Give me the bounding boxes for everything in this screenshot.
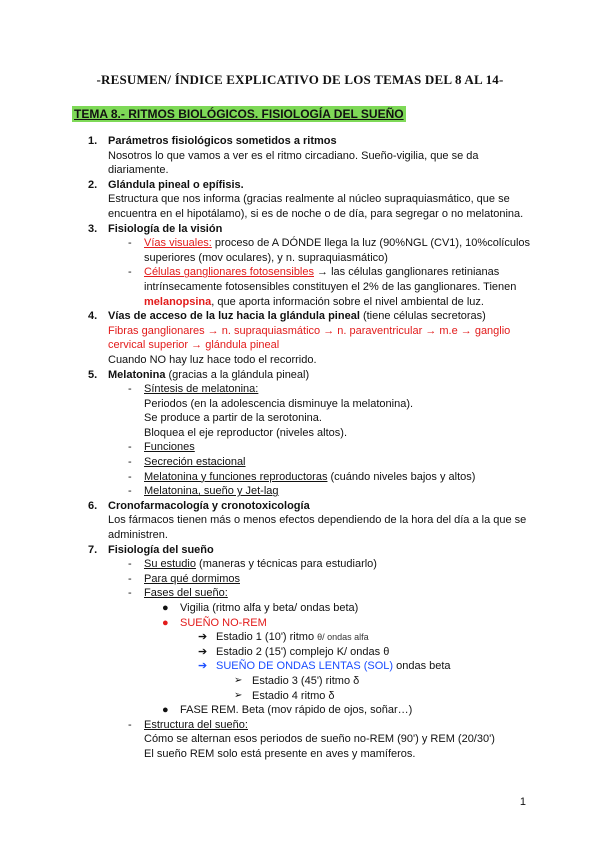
item-number: 1. bbox=[88, 135, 98, 147]
item-text: (gracias a la glándula pineal) bbox=[165, 368, 310, 381]
bullet-item bbox=[72, 601, 532, 616]
triangle-item bbox=[72, 689, 532, 704]
item-number: 5. bbox=[88, 368, 98, 381]
item-heading: Melatonina bbox=[108, 368, 166, 381]
sub-heading: Melatonina, sueño y Jet-lag bbox=[144, 485, 279, 498]
sub-item bbox=[72, 265, 532, 309]
list-item bbox=[72, 222, 532, 237]
section-title: TEMA 8.- RITMOS BIOLÓGICOS. FISIOLOGÍA DEL SUEÑO bbox=[74, 107, 404, 121]
item-text: Cómo se alternan esos periodos de sueño no-REM (90') y REM (20/30') bbox=[144, 733, 495, 746]
red-underlined-label: Vías visuales: bbox=[144, 237, 212, 250]
sub-heading: Fases del sueño: bbox=[144, 587, 228, 600]
item-heading: Glándula pineal o epífisis. bbox=[108, 178, 244, 191]
item-text: (cuándo niveles bajos y altos) bbox=[327, 470, 476, 483]
item-heading: Cronofarmacología y cronotoxicología bbox=[108, 499, 310, 512]
dash-bullet: - bbox=[128, 572, 132, 585]
document-title: -RESUMEN/ ÍNDICE EXPLICATIVO DE LOS TEMAS DEL 8 AL 14- bbox=[96, 72, 504, 87]
item-text: θ/ ondas alfa bbox=[317, 632, 369, 643]
arrow-item bbox=[72, 645, 532, 660]
dash-bullet: - bbox=[128, 441, 132, 454]
dot-bullet-icon: ● bbox=[162, 602, 169, 614]
arrow-bullet-icon: ➔ bbox=[198, 645, 208, 658]
list-item bbox=[72, 134, 532, 178]
triangle-item bbox=[72, 674, 532, 689]
content-body bbox=[72, 134, 532, 762]
item-text: proceso de A DÓNDE llega la luz (90%NGL (CV1), 10%colículos superiores (mov oculares), y n. supraquiasmático) bbox=[144, 237, 530, 264]
item-text: El sueño REM solo está presente en aves y mamíferos. bbox=[144, 747, 416, 760]
list-item bbox=[72, 178, 532, 222]
dash-bullet: - bbox=[128, 456, 132, 469]
sub-item bbox=[72, 470, 532, 485]
arrow-item bbox=[72, 630, 532, 645]
item-text: Estadio 3 (45') ritmo δ bbox=[252, 674, 360, 687]
item-text: , que aporta información sobre el nivel ambiental de luz. bbox=[211, 295, 484, 308]
item-text: SUEÑO NO-REM bbox=[180, 616, 267, 629]
sub-heading: Su estudio bbox=[144, 558, 196, 571]
item-text: Estadio 1 (10') ritmo bbox=[216, 631, 318, 644]
item-text: (maneras y técnicas para estudiarlo) bbox=[195, 558, 377, 571]
page-number: 1 bbox=[519, 796, 526, 808]
item-number: 6. bbox=[88, 499, 98, 512]
dash-bullet: - bbox=[128, 383, 132, 396]
red-underlined-label: Células ganglionares fotosensibles bbox=[144, 266, 314, 279]
arrow-item bbox=[72, 659, 532, 674]
sub-item bbox=[72, 382, 532, 440]
item-text: Cuando NO hay luz hace todo el recorrido. bbox=[108, 353, 317, 366]
dash-bullet: - bbox=[128, 485, 132, 498]
list-item bbox=[72, 543, 532, 558]
dash-bullet: - bbox=[128, 266, 132, 279]
item-text: Estadio 2 (15') complejo K/ ondas θ bbox=[216, 645, 390, 658]
item-text: SUEÑO DE ONDAS LENTAS (SOL) bbox=[216, 660, 394, 673]
dot-bullet-icon: ● bbox=[162, 616, 169, 629]
item-heading: Fisiología del sueño bbox=[108, 543, 214, 556]
arrow-bullet-icon: ➔ bbox=[198, 631, 208, 644]
item-heading: Parámetros fisiológicos sometidos a ritmos bbox=[108, 135, 337, 147]
sub-heading: Para qué dormimos bbox=[144, 572, 240, 585]
dot-bullet-icon: ● bbox=[162, 704, 169, 717]
item-text: FASE REM. Beta (mov rápido de ojos, soñar…) bbox=[180, 704, 413, 717]
item-number: 3. bbox=[88, 222, 98, 235]
item-number: 4. bbox=[88, 310, 98, 323]
dash-bullet: - bbox=[128, 558, 132, 571]
sub-heading: Estructura del sueño: bbox=[144, 718, 248, 731]
sub-item bbox=[72, 586, 532, 601]
list-item bbox=[72, 368, 532, 383]
bold-term: melanopsina bbox=[144, 295, 212, 308]
item-text: Estadio 4 ritmo δ bbox=[252, 689, 335, 702]
item-text: Los fármacos tienen más o menos efectos dependiendo de la hora del día a la que se administren. bbox=[108, 514, 527, 542]
pathway-text: Fibras ganglionares → n. supraquiasmático → n. paraventricular → m.e → ganglio cervical superior → glándula pineal bbox=[108, 324, 511, 352]
dash-bullet: - bbox=[128, 237, 132, 250]
triangle-bullet-icon: ➢ bbox=[234, 674, 243, 686]
sub-item bbox=[72, 440, 532, 455]
item-text: Bloquea el eje reproductor (niveles altos). bbox=[144, 426, 348, 439]
item-number: 7. bbox=[88, 543, 98, 556]
dash-bullet: - bbox=[128, 470, 132, 483]
list-item bbox=[72, 499, 532, 543]
item-number: 2. bbox=[88, 178, 98, 191]
item-text: (tiene células secretoras) bbox=[359, 310, 486, 323]
sub-item bbox=[72, 236, 532, 265]
item-text: Estructura que nos informa (gracias realmente al núcleo supraquiasmático, que se encuentra en el hipotálamo), si es de noche o de día, para segregar o no melatonina. bbox=[108, 193, 524, 220]
sub-heading: Síntesis de melatonina: bbox=[144, 383, 259, 396]
item-text: ondas beta bbox=[393, 660, 451, 673]
sub-heading: Funciones bbox=[144, 441, 195, 454]
item-text: Se produce a partir de la serotonina. bbox=[144, 412, 322, 425]
dash-bullet: - bbox=[128, 587, 132, 600]
bullet-item bbox=[72, 703, 532, 718]
item-text: Periodos (en la adolescencia disminuye la melatonina). bbox=[144, 397, 414, 410]
sub-item bbox=[72, 557, 532, 572]
item-text: Nosotros lo que vamos a ver es el ritmo circadiano. Sueño-vigilia, que se da diariamente. bbox=[108, 149, 479, 177]
item-heading: Vías de acceso de la luz hacia la glándula pineal bbox=[108, 310, 360, 323]
item-text: → las células ganglionares retinianas intrínsecamente fotosensibles constituyen el 2% de las ganglionares. Tienen bbox=[144, 266, 517, 293]
sub-heading: Secreción estacional bbox=[144, 456, 246, 469]
sub-item bbox=[72, 455, 532, 470]
sub-item bbox=[72, 484, 532, 499]
list-item bbox=[72, 309, 532, 367]
bullet-item bbox=[72, 616, 532, 631]
sub-heading: Melatonina y funciones reproductoras bbox=[144, 470, 328, 483]
sub-item bbox=[72, 572, 532, 587]
item-text: Vigilia (ritmo alfa y beta/ ondas beta) bbox=[180, 602, 359, 614]
arrow-bullet-icon: ➔ bbox=[198, 660, 208, 673]
triangle-bullet-icon: ➢ bbox=[234, 689, 243, 701]
dash-bullet: - bbox=[128, 718, 132, 731]
item-heading: Fisiología de la visión bbox=[108, 222, 223, 235]
sub-item bbox=[72, 718, 532, 762]
